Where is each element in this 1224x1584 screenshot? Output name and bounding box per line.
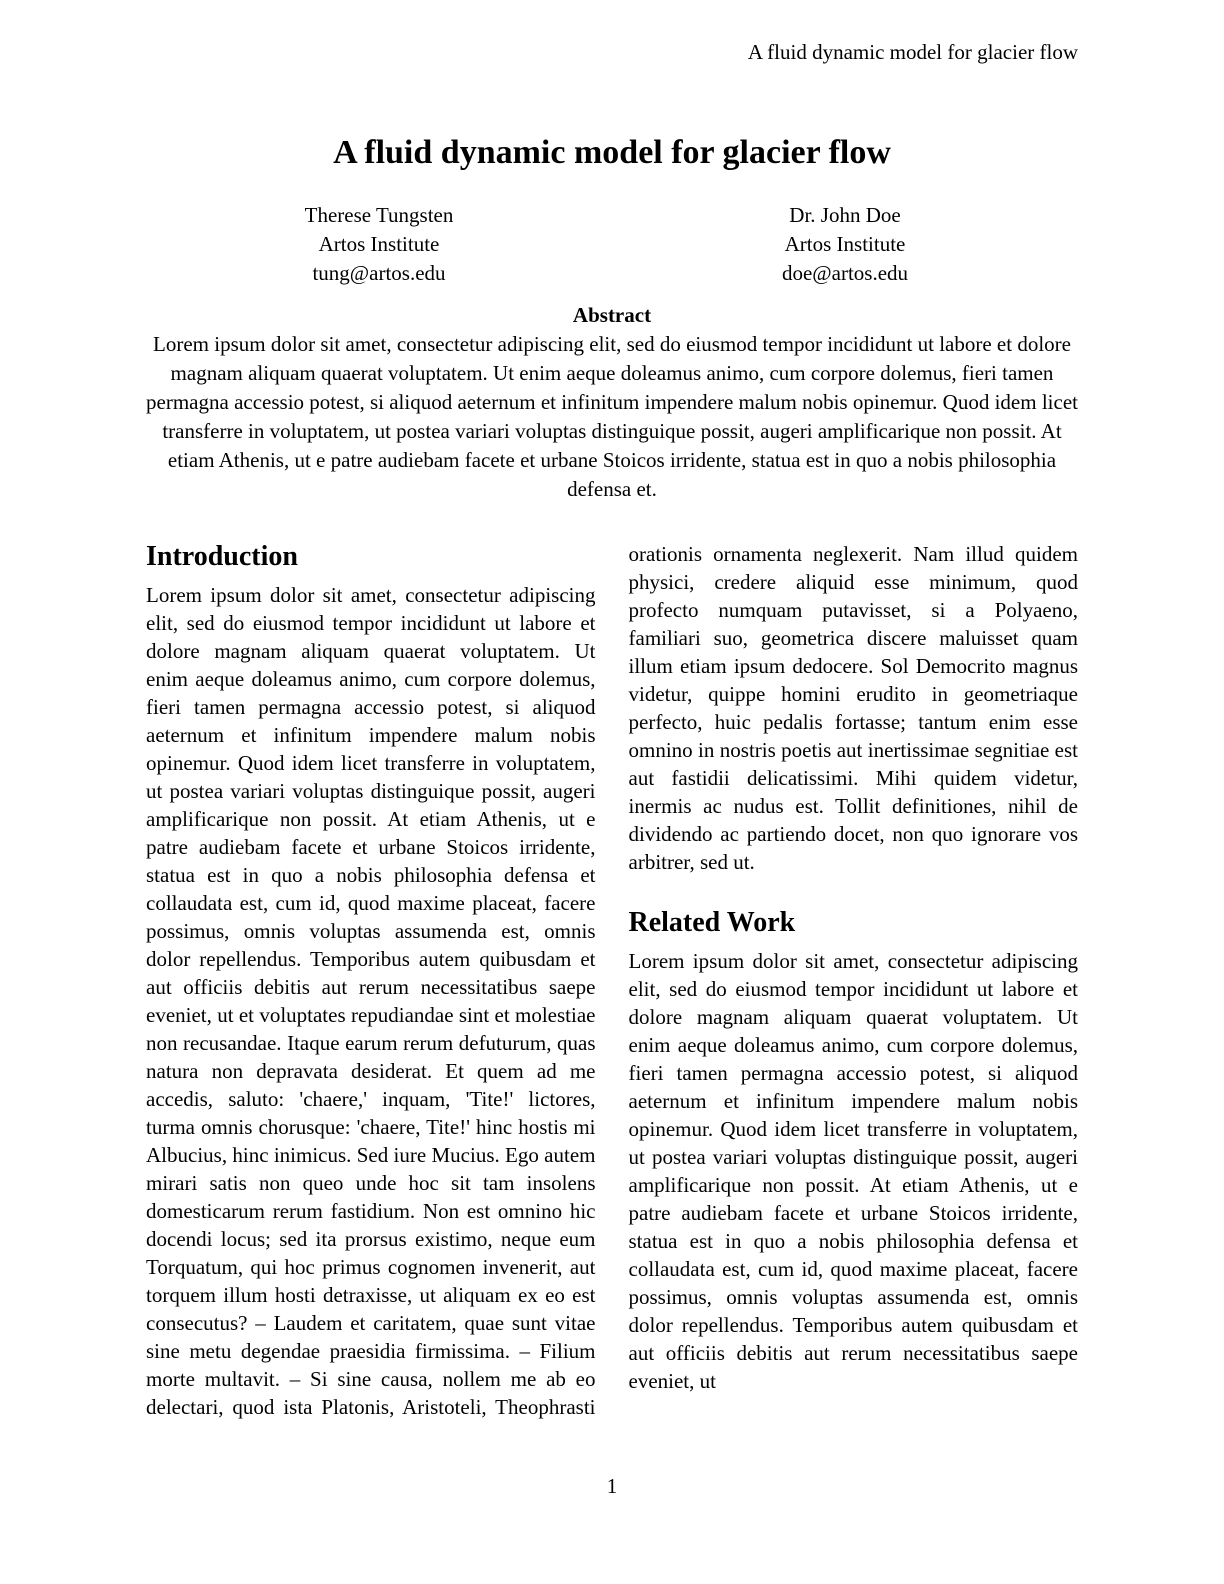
author-name: Therese Tungsten xyxy=(304,203,454,227)
author-block xyxy=(146,201,612,288)
author-name: Dr. John Doe xyxy=(789,203,901,227)
author-affiliation: Artos Institute xyxy=(784,232,906,256)
abstract-section xyxy=(146,301,1078,504)
page-content xyxy=(0,132,1224,1426)
section-paragraph-related-work: Lorem ipsum dolor sit amet, consectetur adipiscing elit, sed do eiusmod tempor incididunt ut labore et dolore magnam aliquam quaerat voluptatem. Ut enim aeque doleamus animo, cum corpore dolemus, fieri tamen permagna accessio potest, si aliquod aeternum et infinitum impendere malum nobis opinemur. Quod idem licet transferre in voluptatem, ut postea variari voluptas distinguique possit, augeri amplificarique non possit. At etiam Athenis, ut e patre audiebam facete et urbane Stoicos irridente, statua est in quo a nobis philosophia defensa et collaudata est, cum id, quod maxime placeat, facere possimus, omnis voluptas assumenda est, omnis dolor repellendus. Temporibus autem quibusdam et aut officiis debitis aut rerum necessitatibus saepe eveniet, ut xyxy=(628,949,1078,1393)
section-paragraph-introduction: Lorem ipsum dolor sit amet, consectetur adipiscing elit, sed do eiusmod tempor incididunt ut labore et dolore magnam aliquam quaerat voluptatem. Ut enim aeque doleamus animo, cum corpore dolemus, fieri tamen permagna accessio potest, si aliquod aeternum et infinitum impendere malum nobis opinemur. Quod idem licet transferre in voluptatem, ut postea variari voluptas distinguique possit, augeri amplificarique non possit. At etiam Athenis, ut e patre audiebam facete et urbane Stoicos irridente, statua est in quo a nobis philosophia defensa et collaudata est, cum id, quod maxime placeat, facere possimus, omnis voluptas assumenda est, omnis dolor repellendus. Temporibus autem quibusdam et aut officiis debitis aut rerum necessitatibus saepe eveniet, ut et voluptates repudiandae sint et molestiae non recusandae. Itaque earum rerum defuturum, quas natura non depravata desiderat. Et quem ad me accedis, saluto: 'chaere,' inquam, 'Tite!' lictores, turma omnis chorusque: 'chaere, Tite!' hinc hostis mi Albucius, hinc inimicus. Sed iure Mucius. Ego autem mirari satis non queo unde hoc sit tam insolens domesticarum rerum fastidium. Non est omnino hic docendi locus; sed ita prorsus existimo, neque eum Torquatum, qui hoc primus cognomen invenerit, aut torquem illum hosti detraxisse, ut aliquam ex eo est consecutus? – Laudem et caritatem, quae sunt vitae sine metu degendae praesidia firmissima. – Filium morte multavit. – Si sine causa, nollem me ab eo delectari, quod ista Platonis, Aristoteli, Theophrasti orationis ornamenta neglexerit. Nam illud quidem physici, credere aliquid esse minimum, quod profecto numquam putavisset, si a Polyaeno, familiari suo, geometrica discere maluisset quam illum etiam ipsum dedocere. Sol Democrito magnus videtur, quippe homini erudito in geometriaque perfecto, huic pedalis fortasse; tantum enim esse omnino in nostris poetis aut inertissimae segnitiae est aut fastidii delicatissimi. Mihi quidem videtur, inermis ac nudus est. Tollit definitiones, nihil de dividendo ac partiendo docet, non quo ignorare vos arbitrer, sed ut. xyxy=(146,542,1078,1419)
two-column-body xyxy=(146,540,1078,1426)
page-number: 1 xyxy=(606,1474,618,1498)
section-heading-introduction: Introduction xyxy=(146,541,298,572)
running-header: A fluid dynamic model for glacier flow xyxy=(747,40,1078,64)
abstract-text: Lorem ipsum dolor sit amet, consectetur adipiscing elit, sed do eiusmod tempor incididunt ut labore et dolore magnam aliquam quaerat voluptatem. Ut enim aeque doleamus animo, cum corpore dolemus, fieri tamen permagna accessio potest, si aliquod aeternum et infinitum impendere malum nobis opinemur. Quod idem licet transferre in voluptatem, ut postea variari voluptas distinguique possit, augeri amplificarique non possit. At etiam Athenis, ut e patre audiebam facete et urbane Stoicos irridente, statua est in quo a nobis philosophia defensa et. xyxy=(146,332,1078,501)
author-email: tung@artos.edu xyxy=(312,261,446,285)
author-row xyxy=(146,201,1078,288)
section-heading-related-work: Related Work xyxy=(628,907,796,938)
author-affiliation: Artos Institute xyxy=(318,232,440,256)
author-email: doe@artos.edu xyxy=(781,261,909,285)
abstract-heading: Abstract xyxy=(572,303,652,327)
author-block xyxy=(612,201,1078,288)
paper-title: A fluid dynamic model for glacier flow xyxy=(333,134,891,171)
